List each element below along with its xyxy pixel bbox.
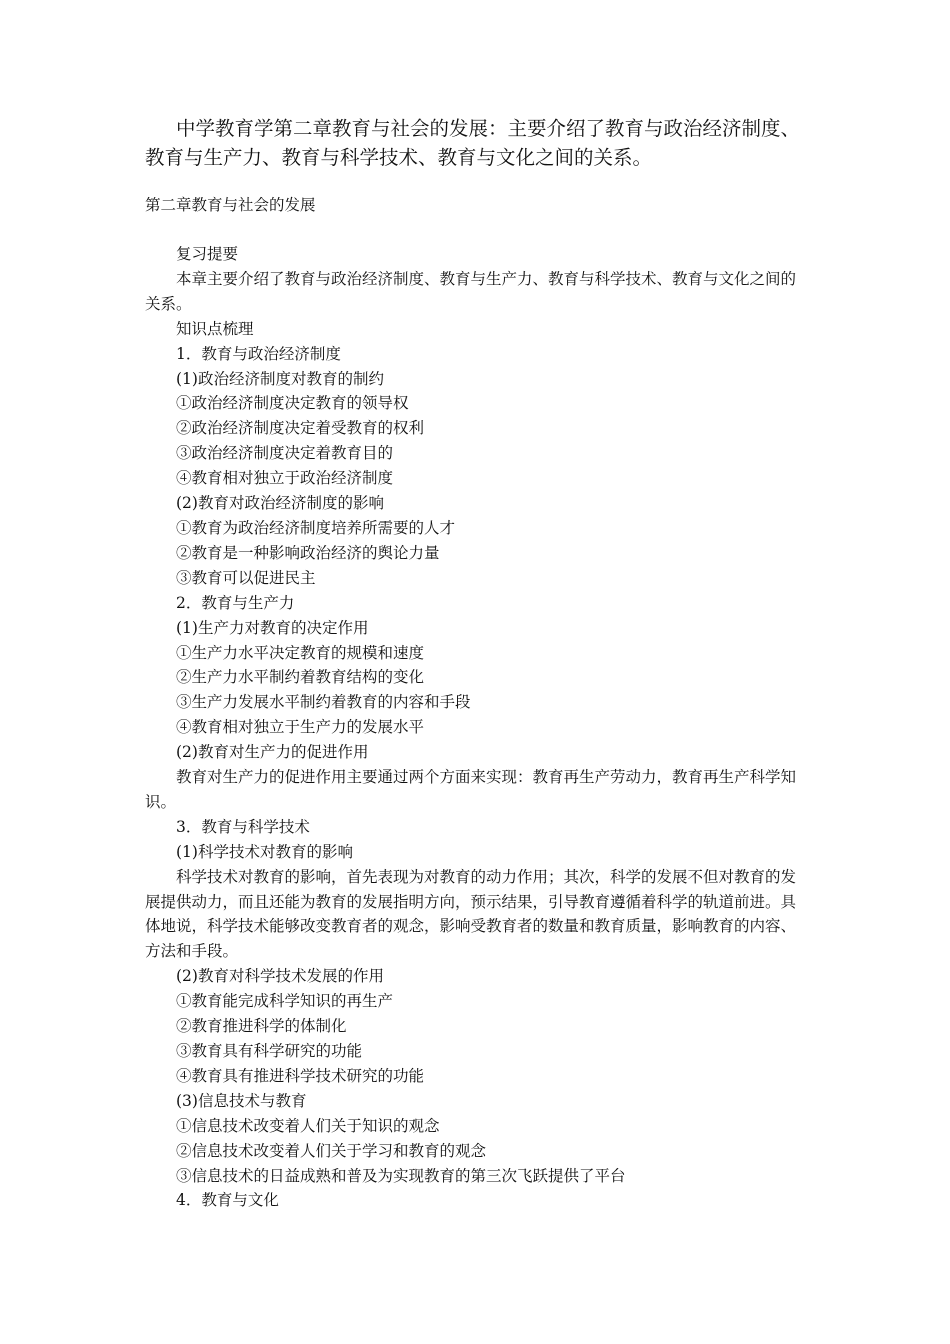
list-item: ①政治经济制度决定教育的领导权 <box>176 394 409 413</box>
list-item: ③生产力发展水平制约着教育的内容和手段 <box>176 693 471 712</box>
list-item: ②教育推进科学的体制化 <box>176 1017 347 1036</box>
sub-heading: (3)信息技术与教育 <box>176 1091 307 1110</box>
list-item: ①教育为政治经济制度培养所需要的人才 <box>176 518 456 537</box>
sub-heading: (1)生产力对教育的决定作用 <box>176 618 369 637</box>
list-heading: 2．教育与生产力 <box>176 593 295 612</box>
list-heading: 1．教育与政治经济制度 <box>176 344 341 363</box>
sub-heading: (2)教育对生产力的促进作用 <box>176 743 369 762</box>
list-heading: 4．教育与文化 <box>176 1191 279 1210</box>
list-item: ④教育相对独立于生产力的发展水平 <box>176 718 425 737</box>
list-item: ③教育可以促进民主 <box>176 568 316 587</box>
sub-heading: (1)科学技术对教育的影响 <box>176 842 353 861</box>
list-item: ③教育具有科学研究的功能 <box>176 1042 363 1060</box>
list-item: ①生产力水平决定教育的规模和速度 <box>176 643 425 662</box>
list-item: ④教育具有推进科学技术研究的功能 <box>176 1066 425 1085</box>
list-item: ④教育相对独立于政治经济制度 <box>176 469 394 488</box>
list-item: ①信息技术改变着人们关于知识的观念 <box>176 1116 440 1135</box>
paragraph: 本章主要介绍了教育与政治经济制度、教育与生产力、教育与科学技术、教育与文化之间的关系。 <box>145 269 797 313</box>
list-item: ③信息技术的日益成熟和普及为实现教育的第三次飞跃提供了平台 <box>176 1166 626 1185</box>
list-item: ③政治经济制度决定着教育目的 <box>176 444 394 463</box>
list-item: ②信息技术改变着人们关于学习和教育的观念 <box>176 1141 487 1160</box>
paragraph: 科学技术对教育的影响，首先表现为对教育的动力作用；其次，科学的发展不但对教育的发展提供动力，而且还能为教育的发展指明方向，预示结果，引导教育遵循着科学的轨道前进。具体地说，科学技术能够改变教育者的观念，影响受教育者的数量和教育质量，影响教育的内容、方法和手段。 <box>145 867 797 961</box>
intro-paragraph: 中学教育学第二章教育与社会的发展：主要介绍了教育与政治经济制度、教育与生产力、教育与科学技术、教育与文化之间的关系。 <box>145 117 801 169</box>
chapter-title: 第二章教育与社会的发展 <box>145 196 316 214</box>
list-item: ①教育能完成科学知识的再生产 <box>176 992 394 1011</box>
list-heading: 3．教育与科学技术 <box>176 817 310 836</box>
list-item: ②教育是一种影响政治经济的舆论力量 <box>176 543 440 562</box>
section-heading: 知识点梳理 <box>176 319 254 338</box>
document-page <box>145 114 810 1213</box>
paragraph: 教育对生产力的促进作用主要通过两个方面来实现：教育再生产劳动力，教育再生产科学知识。 <box>145 768 797 811</box>
sub-heading: (2)教育对科学技术发展的作用 <box>176 967 384 986</box>
section-heading: 复习提要 <box>176 245 239 263</box>
document-body <box>145 242 810 1213</box>
list-item: ②生产力水平制约着教育结构的变化 <box>176 668 425 687</box>
list-item: ②政治经济制度决定着受教育的权利 <box>176 419 425 438</box>
sub-heading: (2)教育对政治经济制度的影响 <box>176 494 384 513</box>
sub-heading: (1)政治经济制度对教育的制约 <box>176 369 384 388</box>
